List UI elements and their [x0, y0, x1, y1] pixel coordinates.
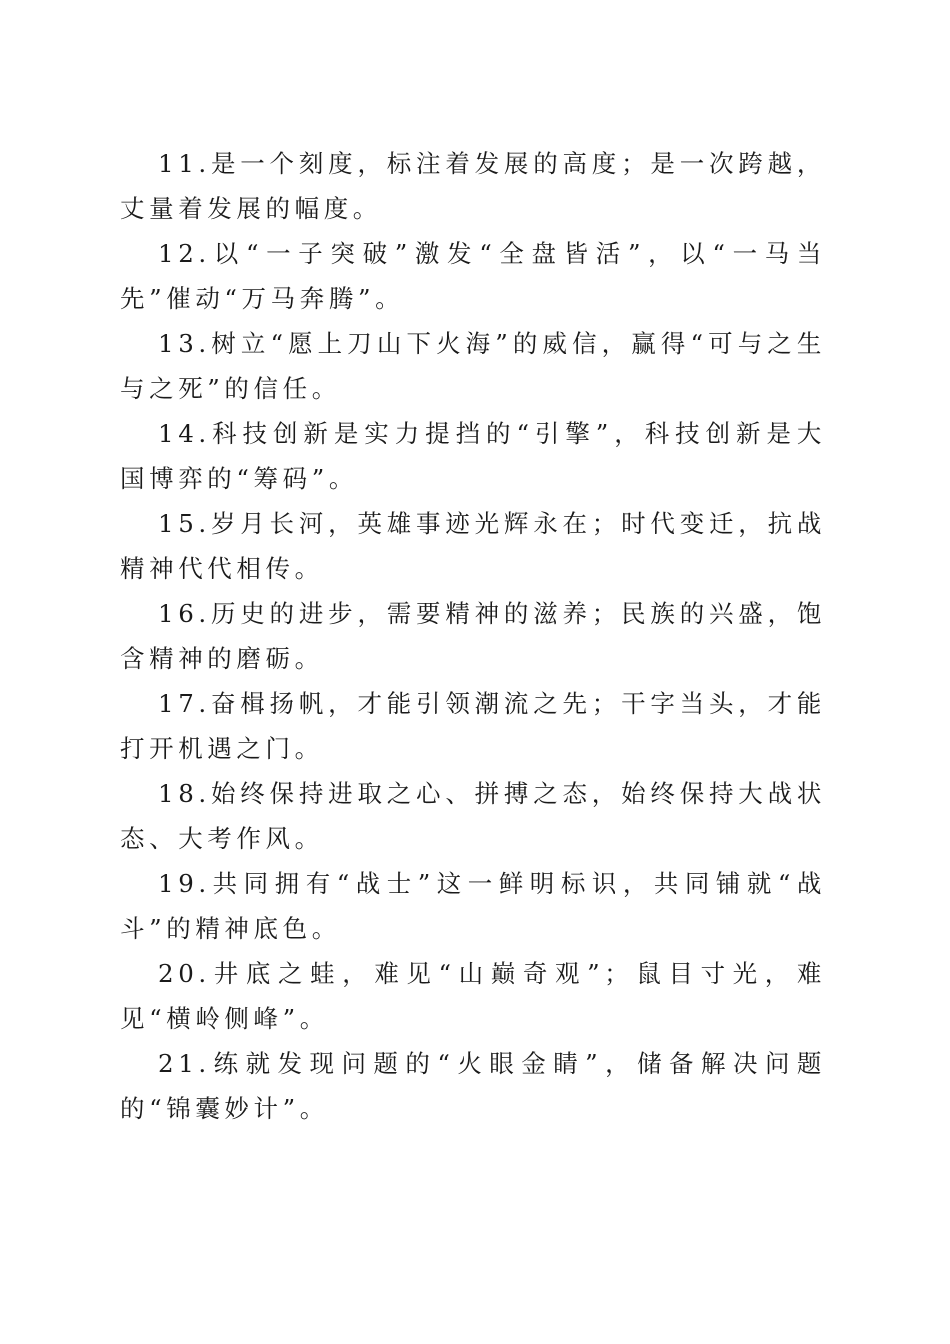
- paragraph-12: 12.以“一子突破”激发“全盘皆活”，以“一马当先”催动“万马奔腾”。: [120, 239, 826, 313]
- paragraph-18: 18.始终保持进取之心、拼搏之态，始终保持大战状态、大考作风。: [120, 779, 826, 853]
- paragraph-20: 20.井底之蛙，难见“山巅奇观”；鼠目寸光，难见“横岭侧峰”。: [120, 959, 826, 1033]
- paragraph-15: 15.岁月长河，英雄事迹光辉永在；时代变迁，抗战精神代代相传。: [120, 509, 826, 583]
- paragraph-13: 13.树立“愿上刀山下火海”的威信，赢得“可与之生与之死”的信任。: [120, 329, 826, 403]
- paragraph-17: 17.奋楫扬帆，才能引领潮流之先；干字当头，才能打开机遇之门。: [120, 689, 826, 763]
- paragraph-11: 11.是一个刻度，标注着发展的高度；是一次跨越，丈量着发展的幅度。: [120, 149, 826, 223]
- document-body: [120, 141, 826, 1131]
- paragraph-19: 19.共同拥有“战士”这一鲜明标识，共同铺就“战斗”的精神底色。: [120, 869, 826, 943]
- paragraph-14: 14.科技创新是实力提挡的“引擎”，科技创新是大国博弈的“筹码”。: [120, 419, 826, 493]
- paragraph-16: 16.历史的进步，需要精神的滋养；民族的兴盛，饱含精神的磨砺。: [120, 599, 826, 673]
- paragraph-21: 21.练就发现问题的“火眼金睛”，储备解决问题的“锦囊妙计”。: [120, 1049, 826, 1123]
